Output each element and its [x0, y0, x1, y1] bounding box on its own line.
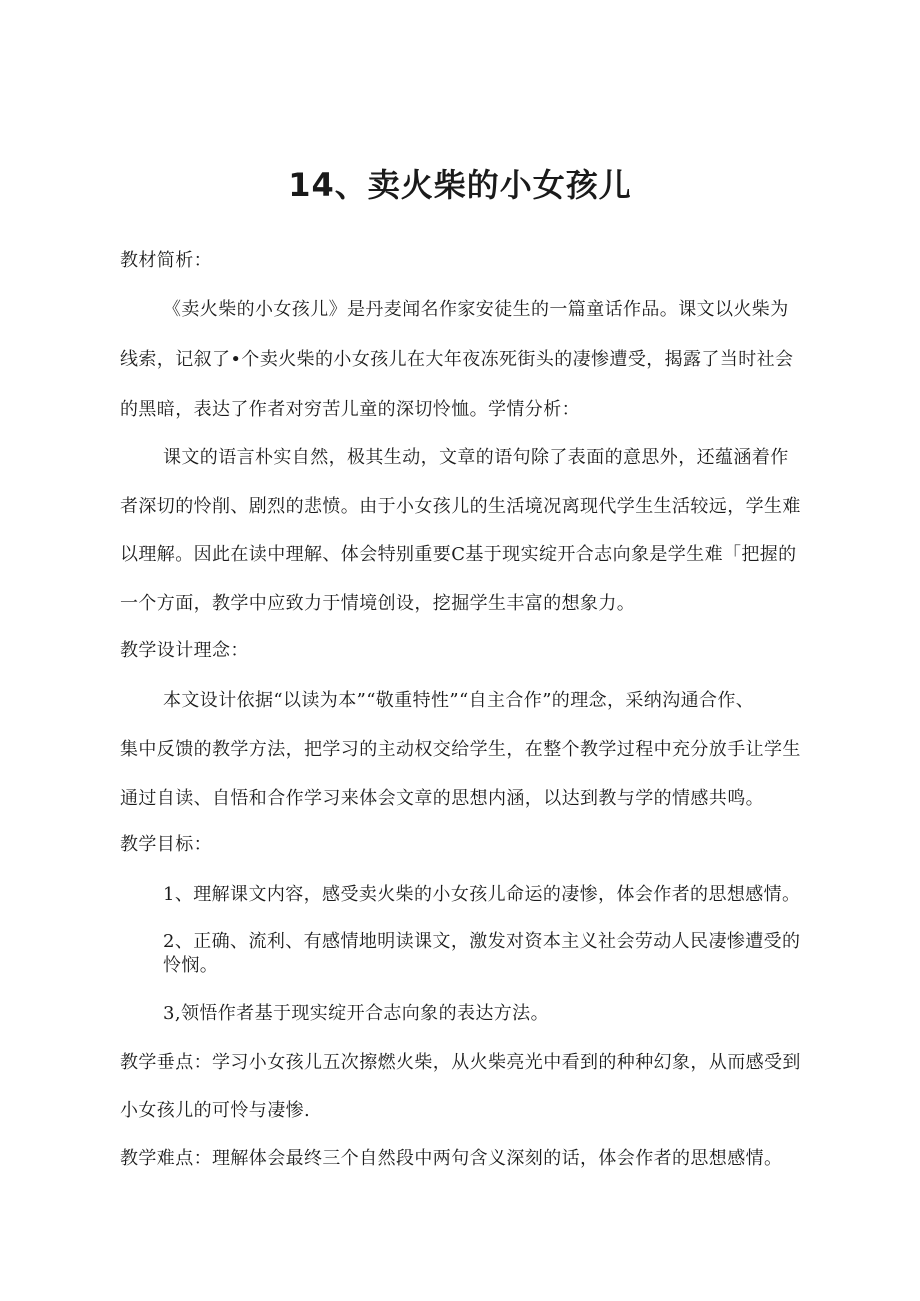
analysis-line-4: 一个方面，教学中应致力于情境创设，挖掘学生丰富的想象力。	[120, 593, 636, 614]
analysis-line-2: 者深切的怜削、剧烈的悲愤。由于小女孩儿的生活境况离现代学生生活较远，学生难	[120, 496, 801, 517]
key-points-line-2: 小女孩儿的可怜与凄惨.	[120, 1100, 311, 1121]
section-heading-goals: 教学目标：	[120, 834, 212, 855]
material-line-3: 的黑暗，表达了作者对穷苦儿童的深切怜恤。学情分析：	[120, 399, 580, 420]
section-heading-material: 教材简析：	[120, 250, 212, 271]
concept-line-3: 通过自读、自悟和合作学习来体会文章的思想内涵，以达到教与学的情感共鸣。	[120, 788, 764, 809]
goal-item-3: 3,领悟作者基于现实绽开合志向象的表达方法。	[163, 1003, 549, 1024]
analysis-line-3: 以理解。因此在读中理解、体会特别重要C基于现实绽开合志向象是学生难「把握的	[120, 544, 797, 565]
concept-line-1: 本文设计依据“以读为本”“敬重特性”“自主合作”的理念，采纳沟通合作、	[163, 690, 755, 711]
goal-item-2: 2、正确、流利、有感情地明读课文，激发对资本主义社会劳动人民凄惨遭受的怜悯。	[163, 931, 801, 976]
material-line-2: 线索，记叙了•个卖火柴的小女孩儿在大年夜冻死街头的凄惨遭受，揭露了当时社会	[120, 349, 794, 370]
key-points-line-1: 教学垂点：学习小女孩儿五次擦燃火柴，从火柴亮光中看到的种种幻象，从而感受到	[120, 1052, 801, 1073]
difficulty-line: 教学难点：理解体会最终三个自然段中两句含义深刻的话，体会作者的思想感情。	[120, 1148, 783, 1169]
analysis-line-1: 课文的语言朴实自然，极其生动，文章的语句除了表面的意思外，还蕴涵着作	[163, 447, 789, 468]
material-line-1: 《卖火柴的小女孩儿》是丹麦闻名作家安徒生的一篇童话作品。课文以火柴为	[163, 299, 789, 320]
goal-item-1: 1、理解课文内容，感受卖火柴的小女孩儿命运的凄惨，体会作者的思想感情。	[163, 884, 801, 905]
document-title: 14、卖火柴的小女孩儿	[288, 166, 632, 204]
section-heading-concept: 教学设计理念：	[120, 640, 249, 661]
concept-line-2: 集中反馈的教学方法，把学习的主动权交给学生，在整个教学过程中充分放手让学生	[120, 739, 801, 760]
